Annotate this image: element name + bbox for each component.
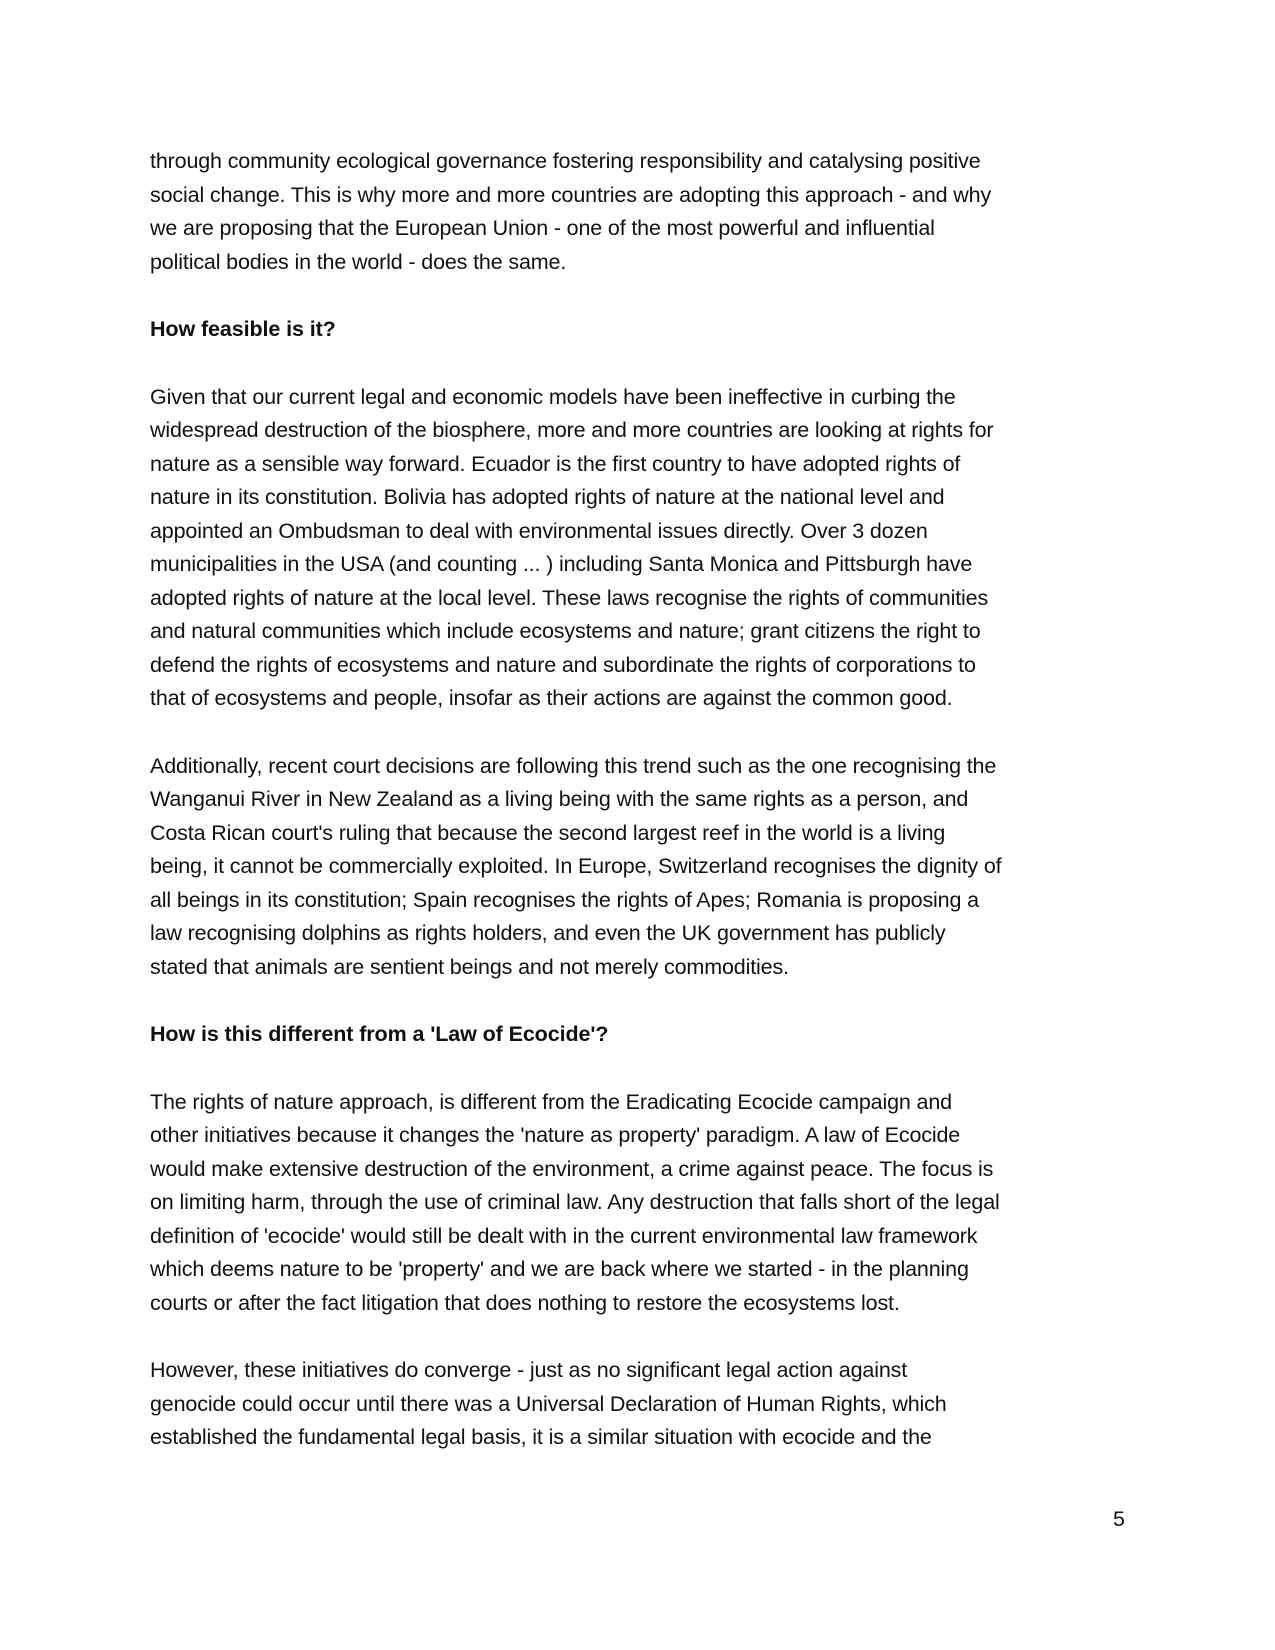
paragraph-court-decisions: Additionally, recent court decisions are following this trend such as the one recognising the Wanganui River in New Zealand as a living being with the same rights as a person, and Costa Rican court's ruling that because the second largest reef in the world is a living being, it cannot be commercially exploited. In Europe, Switzerland recognises the dignity of all beings in its constitution; Spain recognises the rights of Apes; Romania is proposing a law recognising dolphins as rights holders, and even the UK government has publicly stated that animals are sentient beings and not merely commodities.	[150, 753, 1002, 979]
page-number: 5	[1113, 1507, 1125, 1531]
heading-ecocide-difference: How is this different from a 'Law of Ecocide'?	[150, 1022, 609, 1046]
paragraph-governance: through community ecological governance fostering responsibility and catalysing positive social change. This is why more and more countries are adopting this approach - and why we are proposing that the European Union - one of the most powerful and influential political bodies in the world - does the same.	[150, 149, 992, 274]
paragraph-rights-of-nature: The rights of nature approach, is different from the Eradicating Ecocide campaign and other initiatives because it changes the 'nature as property' paradigm. A law of Ecocide would make extensive destruction of the environment, a crime against peace. The focus is on limiting harm, through the use of criminal law. Any destruction that falls short of the legal definition of 'ecocide' would still be dealt with in the current environmental law framework which deems nature to be 'property' and we are back where we started - in the planning courts or after the fact litigation that does nothing to restore the ecosystems lost.	[150, 1089, 1000, 1315]
page-content	[150, 145, 1130, 1489]
paragraph-legal-models: Given that our current legal and economic models have been ineffective in curbing the widespread destruction of the biosphere, more and more countries are looking at rights for nature as a sensible way forward. Ecuador is the first country to have adopted rights of nature in its constitution. Bolivia has adopted rights of nature at the national level and appointed an Ombudsman to deal with environmental issues directly. Over 3 dozen municipalities in the USA (and counting ... ) including Santa Monica and Pittsburgh have adopted rights of nature at the local level. These laws recognise the rights of communities and natural communities which include ecosystems and nature; grant citizens the right to defend the rights of ecosystems and nature and subordinate the rights of corporations to that of ecosystems and people, insofar as their actions are against the common good.	[150, 384, 994, 710]
paragraph-convergence: However, these initiatives do converge - just as no significant legal action against genocide could occur until there was a Universal Declaration of Human Rights, which established the fundamental legal basis, it is a similar situation with ecocide and the	[150, 1358, 947, 1449]
heading-feasibility: How feasible is it?	[150, 317, 336, 341]
